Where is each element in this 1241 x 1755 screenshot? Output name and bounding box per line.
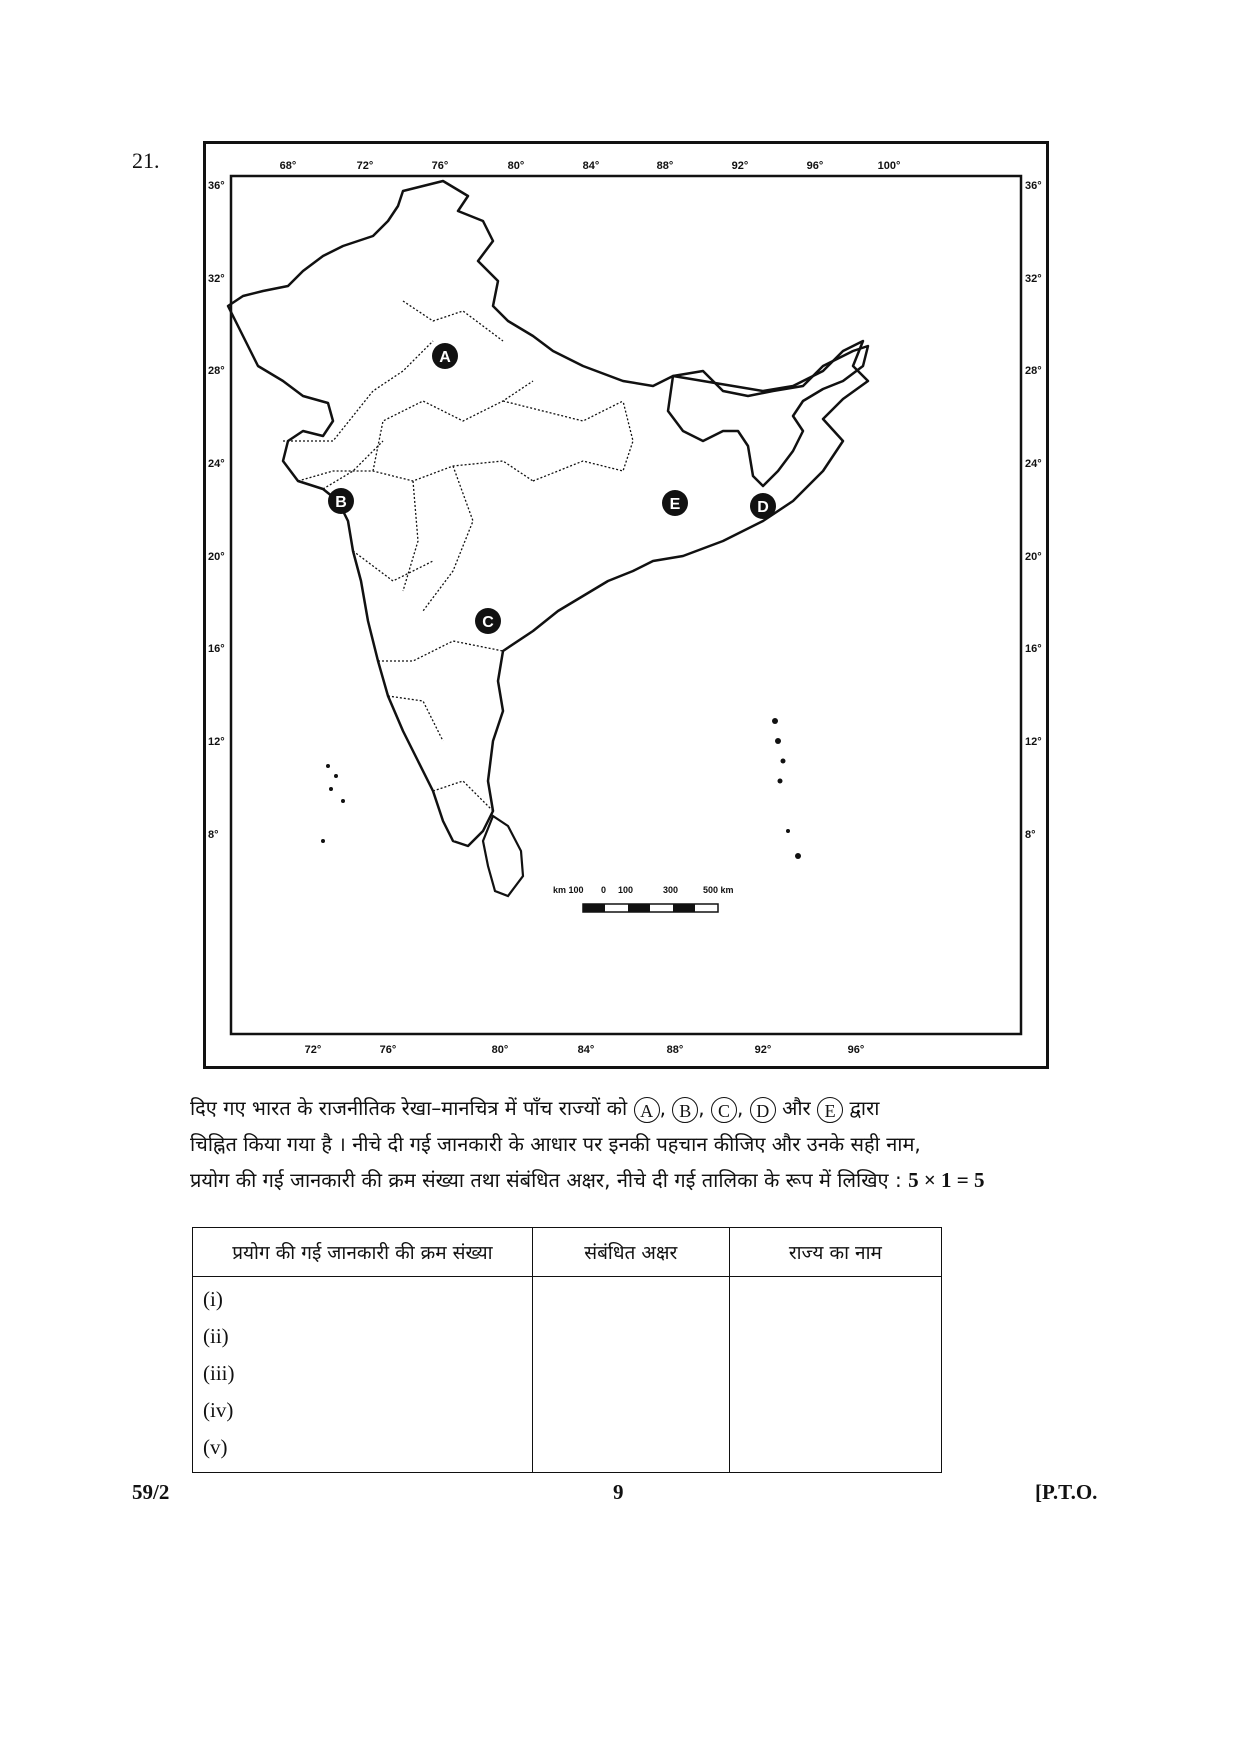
circled-letter-b: B [672, 1097, 698, 1123]
latitude-label: 36° [1025, 180, 1042, 192]
longitude-label: 76° [379, 1044, 397, 1056]
longitude-label: 84° [577, 1044, 595, 1056]
scale-label: 100 [618, 885, 634, 895]
page-number: 9 [613, 1480, 624, 1504]
question-line-1-joiner: और [782, 1096, 811, 1120]
marks-label: 5 × 1 = 5 [908, 1168, 985, 1192]
latitude-label: 12° [1025, 736, 1042, 748]
left-latitude-labels [208, 180, 225, 841]
latitude-label: 32° [1025, 273, 1042, 285]
longitude-label: 100° [877, 160, 901, 172]
svg-text:E: E [669, 496, 681, 513]
state-boundaries [283, 301, 633, 811]
latitude-label: 28° [1025, 365, 1042, 377]
paper-code: 59/2 [132, 1480, 170, 1504]
latitude-label: 28° [208, 365, 225, 377]
latitude-label: 8° [1025, 829, 1036, 841]
scale-label: 0 [601, 885, 607, 895]
table-row: (iii) [203, 1361, 235, 1385]
table-row: (v) [203, 1435, 228, 1459]
longitude-label: 72° [356, 160, 374, 172]
longitude-label: 72° [304, 1044, 322, 1056]
map-inner-border [231, 176, 1021, 1034]
scale-label: 300 [663, 885, 679, 895]
svg-text:D: D [757, 499, 769, 516]
latitude-label: 24° [208, 458, 225, 470]
circled-letter-c: C [711, 1097, 737, 1123]
table-row: (iv) [203, 1398, 234, 1422]
top-longitude-labels [280, 160, 901, 172]
answer-table [192, 1227, 942, 1473]
circled-letter-d: D [750, 1097, 776, 1123]
longitude-label: 88° [656, 160, 674, 172]
scale-label: 500 km [703, 885, 734, 895]
circled-letter-e: E [817, 1097, 843, 1123]
pto-label: [P.T.O. [1035, 1480, 1098, 1504]
circled-letter-a: A [634, 1097, 660, 1123]
table-header-serial: प्रयोग की गई जानकारी की क्रम संख्या [193, 1228, 533, 1277]
longitude-label: 96° [806, 160, 824, 172]
svg-text:A: A [439, 349, 451, 366]
latitude-label: 32° [208, 273, 225, 285]
table-row: (i) [203, 1287, 223, 1311]
marker-e [662, 490, 688, 516]
longitude-label: 80° [507, 160, 525, 172]
longitude-label: 92° [754, 1044, 772, 1056]
marker-c [475, 608, 501, 634]
latitude-label: 12° [208, 736, 225, 748]
bottom-longitude-labels [305, 1044, 865, 1056]
scale-label: km 100 [553, 885, 584, 895]
north-east-outline [668, 346, 868, 486]
longitude-label: 68° [279, 160, 297, 172]
longitude-label: 76° [431, 160, 449, 172]
table-header-state: राज्य का नाम [729, 1228, 941, 1277]
question-text: दिए गए भारत के राजनीतिक रेखा–मानचित्र में पाँच राज्यों को A , B , C , D और E द्वारा चिह्नित किया गया है । नीचे दी गई जानकारी के आधार पर इनकी पहचान कीजिए और उनके सही नाम, प्रयोग की गई जानकारी की क्रम संख्या तथा संबंधित अक्षर, नीचे दी गई तालिका के रूप में लिखिए : 5 × 1 = 5 [190, 1090, 1110, 1198]
table-state-cell[interactable] [729, 1277, 941, 1473]
marker-b [328, 488, 354, 514]
table-row: (ii) [203, 1324, 229, 1348]
sri-lanka-outline [483, 816, 523, 896]
scale-bar [553, 885, 734, 912]
marker-d [750, 493, 776, 519]
longitude-label: 80° [491, 1044, 509, 1056]
question-line-3: प्रयोग की गई जानकारी की क्रम संख्या तथा संबंधित अक्षर, नीचे दी गई तालिका के रूप में लिखिए : [190, 1168, 902, 1192]
table-letter-cell[interactable] [532, 1277, 729, 1473]
india-political-map [203, 141, 1049, 1069]
question-number: 21. [132, 148, 160, 173]
question-line-1-end: द्वारा [849, 1096, 880, 1120]
latitude-label: 20° [208, 551, 225, 563]
svg-text:C: C [482, 614, 494, 631]
table-header-letter: संबंधित अक्षर [532, 1228, 729, 1277]
latitude-label: 8° [208, 829, 219, 841]
latitude-label: 16° [1025, 643, 1042, 655]
latitude-label: 16° [208, 643, 225, 655]
islands [321, 718, 801, 859]
longitude-label: 84° [582, 160, 600, 172]
svg-text:B: B [335, 494, 347, 511]
latitude-label: 20° [1025, 551, 1042, 563]
latitude-label: 24° [1025, 458, 1042, 470]
marker-a [432, 343, 458, 369]
longitude-label: 92° [731, 160, 749, 172]
question-line-2: चिह्नित किया गया है । नीचे दी गई जानकारी के आधार पर इनकी पहचान कीजिए और उनके सही नाम, [190, 1132, 921, 1156]
longitude-label: 88° [666, 1044, 684, 1056]
latitude-label: 36° [208, 180, 225, 192]
table-serial-cell [193, 1277, 533, 1473]
state-markers [328, 343, 776, 634]
right-latitude-labels [1025, 180, 1042, 841]
longitude-label: 96° [847, 1044, 865, 1056]
question-line-1: दिए गए भारत के राजनीतिक रेखा–मानचित्र में पाँच राज्यों को [190, 1096, 628, 1120]
